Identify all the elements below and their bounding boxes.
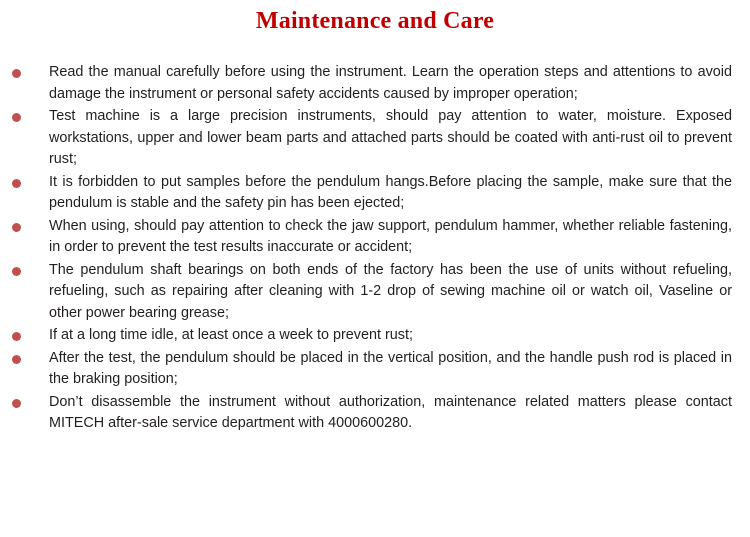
bullet-dot-icon [12, 399, 21, 408]
list-item-text: Don’t disassemble the instrument without authorization, maintenance related matters please contact MITECH after-sale service department with 4000600280. [49, 393, 732, 431]
list-item-text: Test machine is a large precision instruments, should pay attention to water, moisture. Exposed workstations, upper and lower beam parts and attached parts should be coated with anti-rust oil to prevent rust; [49, 108, 732, 167]
list-item [0, 216, 750, 259]
list-item [0, 325, 750, 347]
bullet-dot-icon [12, 179, 21, 188]
maintenance-bullet-list [0, 62, 750, 435]
bullet-dot-icon [12, 223, 21, 232]
list-item [0, 172, 750, 215]
list-item [0, 62, 750, 105]
list-item-text: When using, should pay attention to check the jaw support, pendulum hammer, whether reliable fastening, in order to prevent the test results inaccurate or accident; [49, 217, 732, 255]
bullet-dot-icon [12, 69, 21, 78]
list-item-text: It is forbidden to put samples before the pendulum hangs.Before placing the sample, make sure that the pendulum is stable and the safety pin has been ejected; [49, 173, 732, 211]
list-item-text: If at a long time idle, at least once a week to prevent rust; [49, 327, 413, 343]
bullet-dot-icon [12, 267, 21, 276]
bullet-dot-icon [12, 113, 21, 122]
list-item [0, 348, 750, 391]
list-item-text: Read the manual carefully before using the instrument. Learn the operation steps and attentions to avoid damage the instrument or personal safety accidents caused by improper operation; [49, 64, 732, 102]
bullet-dot-icon [12, 332, 21, 341]
list-item [0, 106, 750, 171]
bullet-dot-icon [12, 355, 21, 364]
list-item-text: The pendulum shaft bearings on both ends of the factory has been the use of units without refueling, refueling, such as repairing after cleaning with 1-2 drop of sewing machine oil or watch oil, Vaseline or other power bearing grease; [49, 261, 732, 321]
list-item-text: After the test, the pendulum should be placed in the vertical position, and the handle push rod is placed in the braking position; [49, 349, 732, 387]
list-item [0, 260, 750, 325]
page-title: Maintenance and Care [255, 8, 495, 34]
list-item [0, 392, 750, 435]
